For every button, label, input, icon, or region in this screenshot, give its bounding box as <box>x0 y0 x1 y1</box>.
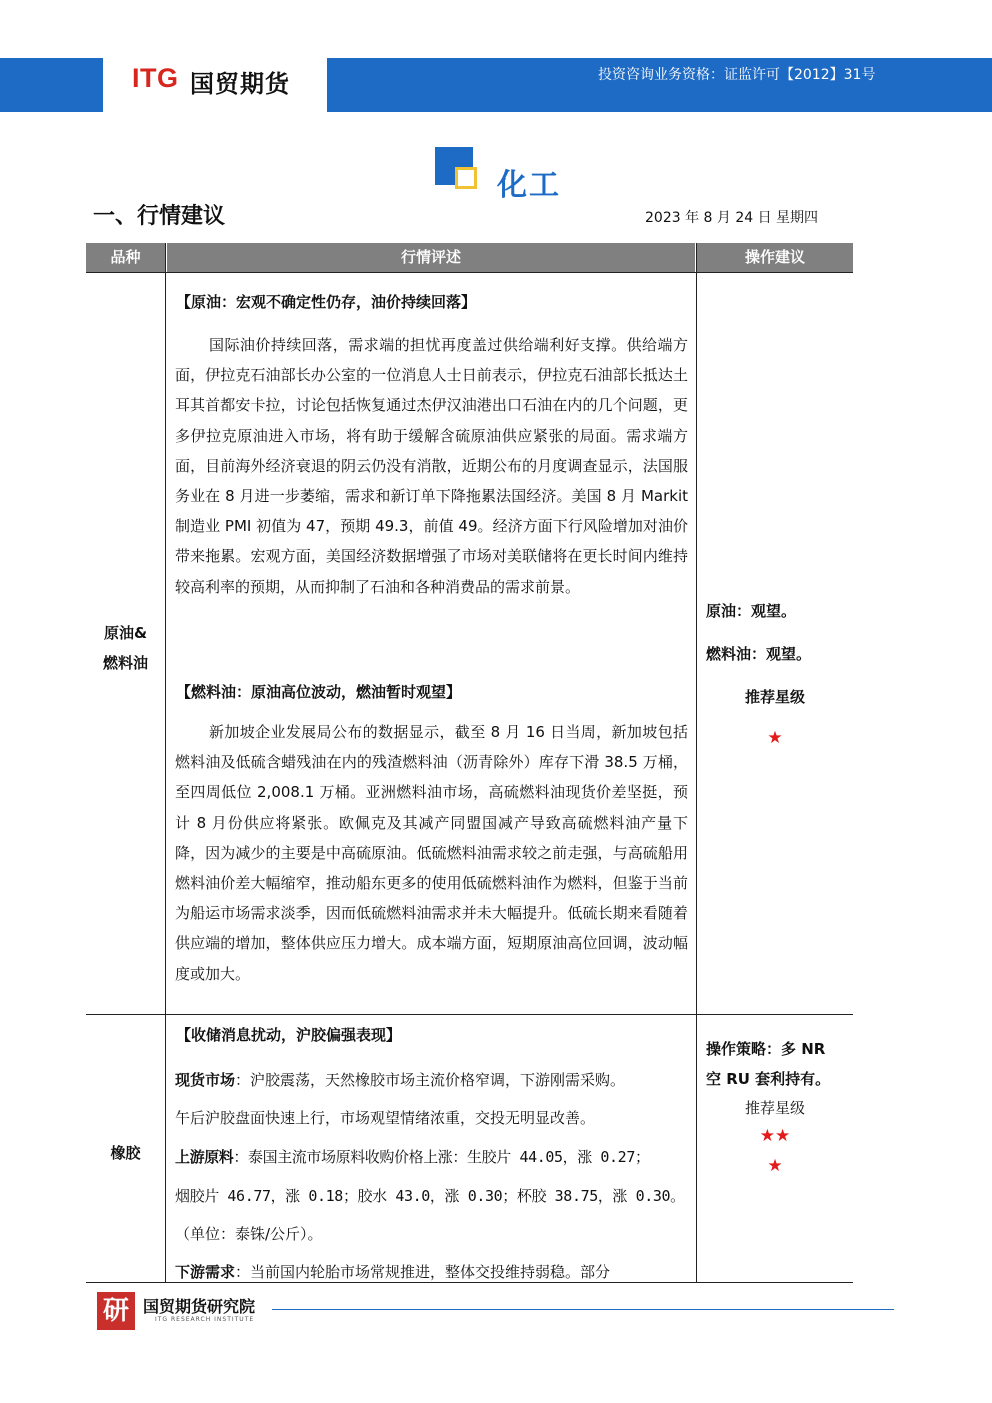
advice-crude: 原油：观望。 <box>706 602 797 620</box>
header-advice: 操作建议 <box>697 243 853 272</box>
footer-institute-name: 国贸期货研究院 <box>143 1297 256 1316</box>
license-text: 投资咨询业务资格：证监许可【2012】31号 <box>598 67 876 83</box>
rubber-rating-stars-2: ★ <box>767 1156 783 1176</box>
logo-company-name: 国贸期货 <box>190 70 290 98</box>
report-date: 2023 年 8 月 24 日 星期四 <box>645 210 819 226</box>
footer-rule <box>272 1309 894 1310</box>
rubber-advice-line1: 操作策略：多 NR <box>706 1040 826 1058</box>
header-variety: 品种 <box>86 243 165 272</box>
rubber-rating-stars: ★★ <box>759 1126 791 1146</box>
fuel-title: 【燃料油：原油高位波动，燃油暂时观望】 <box>176 683 462 701</box>
header-review: 行情评述 <box>167 243 695 272</box>
rating-stars: ★ <box>767 728 783 748</box>
spot-label: 现货市场 <box>175 1071 236 1089</box>
crude-title: 【原油：宏观不确定性仍存，油价持续回落】 <box>176 293 477 311</box>
rubber-title: 【收储消息扰动，沪胶偏强表现】 <box>176 1026 402 1044</box>
logo-itg: ITG <box>132 63 179 93</box>
advice-fuel: 燃料油：观望。 <box>706 645 812 663</box>
col-divider <box>165 243 166 1283</box>
rating-label: 推荐星级 <box>744 688 805 706</box>
variety-crude-fuel: 原油& 燃料油 <box>102 624 148 672</box>
variety-rubber: 橡胶 <box>110 1144 141 1162</box>
spot-market-line <box>175 1069 625 1090</box>
section-title: 化工 <box>497 168 561 203</box>
upstream-text: ：泰国主流市场原料收购价格上涨：生胶片 44.05，涨 0.27； <box>233 1148 650 1166</box>
research-seal-logo: 研 <box>97 1292 135 1330</box>
row-divider <box>86 1014 853 1015</box>
page-heading: 一、行情建议 <box>93 204 226 229</box>
footer-institute-eng: ITG RESEARCH INSTITUTE <box>155 1316 255 1323</box>
section-square-outline-icon <box>455 167 477 189</box>
crude-text: 国际油价持续回落，需求端的担忧再度盖过供给端利好支撑。供给端方面，伊拉克石油部长办公室的一位消息人士日前表示，伊拉克石油部长抵达土耳其首都安卡拉，讨论包括恢复通过杰伊汉油港出口石油在内的几个问题，更多伊拉克原油进入市场，将有助于缓解含硫原油供应紧张的局面。需求端方面，目前海外经济衰退的阴云仍没有消散，近期公布的月度调查显示，法国服务业在 8 月进一步萎缩，需求和新订单下降拖累法国经济。美国 8 月 Markit 制造业 PMI 初值为 47，预期 49.3，前值 49。经济方面下行风险增加对油价带来拖累。宏观方面，美国经济数据增强了市场对美联储将在更长时间内维持较高利率的预期，从而抑制了石油和各种消费品的需求前景。 <box>175 336 688 596</box>
row-divider <box>86 272 853 273</box>
rubber-advice-line2: 空 RU 套利持有。 <box>706 1070 831 1088</box>
spot-text-line2: 午后沪胶盘面快速上行，市场观望情绪浓重，交投无明显改善。 <box>175 1109 596 1127</box>
row-divider <box>86 1282 853 1283</box>
downstream-line <box>175 1261 610 1282</box>
upstream-unit: （单位：泰铢/公斤）。 <box>175 1225 323 1243</box>
downstream-label: 下游需求 <box>175 1263 236 1281</box>
fuel-text: 新加坡企业发展局公布的数据显示，截至 8 月 16 日当周，新加坡包括燃料油及低硫含蜡残油在内的残渣燃料油（沥青除外）库存下滑 38.5 万桶，至四周低位 2,008.1 万桶。亚洲燃料油市场，高硫燃料油现货价差坚挺，预计 8 月份供应将紧张。欧佩克及其减产同盟国减产导致高硫燃料油产量下降，因为减少的主要是中高硫原油。低硫燃料油需求较之前走强，与高硫船用燃料油价差大幅缩窄，推动船东更多的使用低硫燃料油作为燃料，但鉴于当前为船运市场需求淡季，因而低硫燃料油需求并未大幅提升。低硫长期来看随着供应端的增加，整体供应压力增大。成本端方面，短期原油高位回调，波动幅度或加大。 <box>175 723 688 983</box>
rubber-rating-label: 推荐星级 <box>744 1099 805 1117</box>
upstream-label: 上游原料 <box>175 1148 234 1166</box>
upstream-line <box>175 1146 650 1167</box>
upstream-text-line2: 烟胶片 46.77，涨 0.18；胶水 43.0，涨 0.30；杯胶 38.75，涨 0.30。 <box>175 1187 685 1205</box>
downstream-text: ：当前国内轮胎市场常规推进，整体交投维持弱稳。部分 <box>235 1263 611 1281</box>
spot-text: ：沪胶震荡，天然橡胶市场主流价格窄调，下游刚需采购。 <box>235 1071 626 1089</box>
